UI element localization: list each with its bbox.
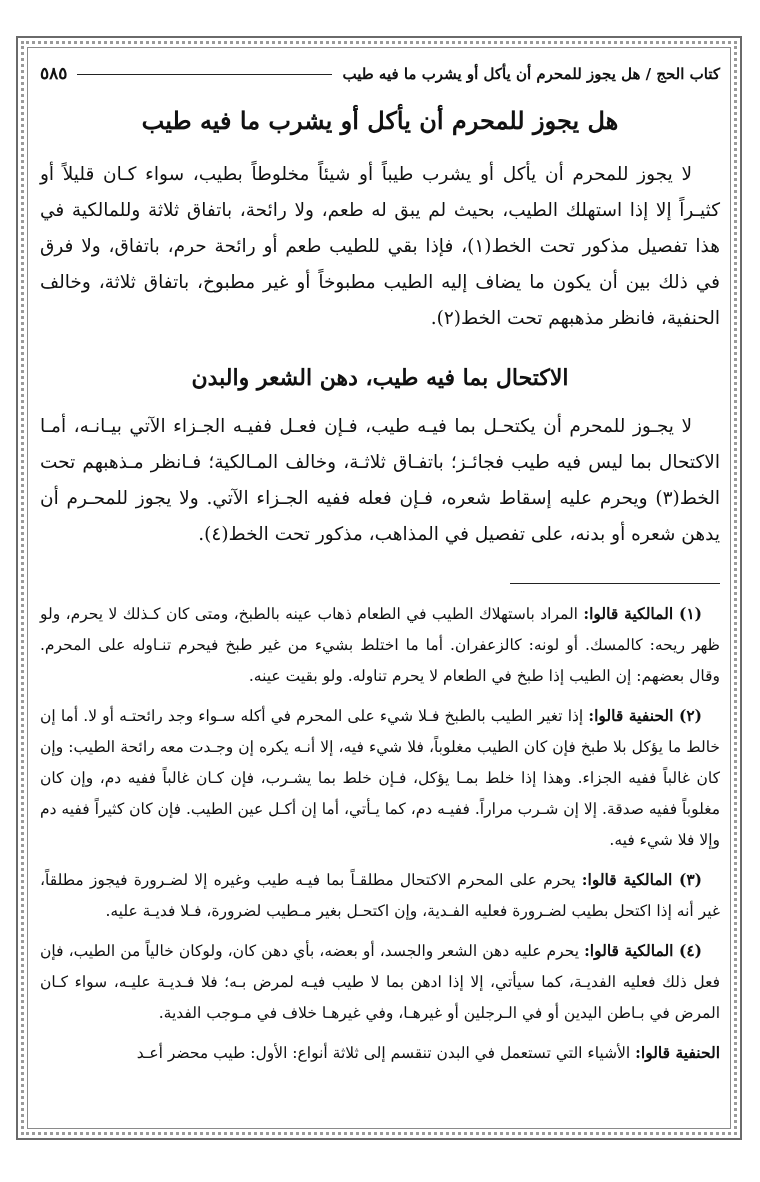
footnote-lead: (١) المالكية قالوا: [583, 604, 703, 623]
footnote-separator [510, 583, 720, 584]
section-title-kohl-oil: الاكتحال بما فيه طيب، دهن الشعر والبدن [191, 365, 569, 391]
running-header [40, 60, 720, 88]
footnote-text: المراد باستهلاك الطيب في الطعام ذهاب عينه بالطبخ، ومتى كان كـذلك لا يحرم، ولو ظهر ريحه: كالمسك. أو لونه: كالزعفران. أما ما اختلط بشيء من غير طبخ فيحرم تنـاوله على المحرم. وقال بعضهم: إن الطيب إذا طبخ في الطعام لا يحرم تناوله. ولو بقيت عينه. [40, 605, 720, 685]
footnote-lead: (٣) المالكية قالوا: [581, 870, 703, 889]
footnote-2 [40, 700, 720, 856]
page-number: ٥٨٥ [40, 64, 68, 84]
footnote-lead: (٤) المالكية قالوا: [584, 941, 702, 960]
page-content [40, 60, 720, 1077]
footnote-text: يحرم على المحرم الاكتحال مطلقـاً بما فيـه طيب وغيره إلا لضـرورة فيجوز مطلقاً، غير أنه إذا اكتحل بطيب لضـرورة فعليه الفـدية، وإن اكتحـل بغير مـطيب لضرورة، فـلا فديـة عليه. [40, 871, 720, 920]
footnote-lead: (٢) الحنفية قالوا: [588, 706, 703, 725]
footnote-lead: الحنفية قالوا: [635, 1043, 720, 1062]
footnote-text: يحرم عليه دهن الشعر والجسد، أو بعضه، بأي دهن كان، ولوكان خالياً من الطيب، فإن فعل ذلك فعليه الفديـة، كما سيأتي، إلا إذا ادهن بما لا طيب فيـه لمرض بـه؛ فلا فـديـة عليـه، سواء كـان المرض في بـاطن اليدين أو في الـرجلين أو غيرهـا، وفي غيرهـا خلاف في مـوجب الفدية. [40, 942, 720, 1022]
running-title: كتاب الحج / هل يجوز للمحرم أن يأكل أو يشرب ما فيه طيب [342, 65, 720, 83]
footnote-text: الأشياء التي تستعمل في البدن تنقسم إلى ثلاثة أنواع: الأول: طيب محضر أعـد [136, 1044, 636, 1062]
footnote-3 [40, 864, 720, 927]
section-title-eating-drinking: هل يجوز للمحرم أن يأكل أو يشرب ما فيه طيب [141, 106, 619, 135]
footnote-1 [40, 598, 720, 692]
footnote-4 [40, 935, 720, 1029]
section-body-eating-drinking: لا يجوز للمحرم أن يأكل أو يشرب طيباً أو شيئاً مخلوطاً بطيب، سواء كـان قليلاً أو كثيـراً إلا إذا استهلك الطيب، بحيث لم يبق له طعم، ولا رائحة، باتفاق ثلاثة وللمالكية في هذا تفصيل مذكور تحت الخط(١)، فإذا بقي للطيب طعم أو رائحة حرم، باتفاق، ولا فرق في ذلك بين أن يكون ما يضاف إليه الطيب مطبوخاً أو غير مطبوخ، باتفاق ثلاثة، وخالف الحنفية، فانظر مذهبهم تحت الخط(٢). [40, 164, 720, 329]
footnote-4-hanafi [40, 1037, 720, 1069]
header-rule [77, 74, 332, 75]
section-body-kohl-oil: لا يجـوز للمحرم أن يكتحـل بما فيـه طيب، فـإن فعـل ففيـه الجـزاء الآتي بيـانـه، أمـا الاكتحال بما ليس فيه طيب فجائـز؛ باتفـاق ثلاثـة، وخالف المـالكية؛ فـانظر مـذهبهم تحت الخط(٣) ويحرم عليه إسقاط شعره، فـإن فعله ففيه الجـزاء الآتي. ولا يجوز للمحـرم أن يدهن شعره أو بدنه، على تفصيل في المذاهب، مذكور تحت الخط(٤). [40, 416, 720, 545]
footnote-text: إذا تغير الطيب بالطبخ فـلا شيء على المحرم في أكله سـواء وجد رائحتـه أو لا. أما إن خالط ما يؤكل بلا طبخ فإن كان الطيب مغلوباً، فلا شيء فيه، إلا أنـه يكره إن وجـدت معه رائحة الطيب: وإن كان غالباً ففيه الجزاء. وهذا إذا خلط بمـا يؤكل، فـإن خلط بما يشـرب، فإن كـان غالباً ففيه دم، وإن كان مغلوباً ففيه صدقة. إلا إن شـرب مراراً. ففيـه دم، كما يـأتي، أما إن أكـل عين الطيب. فإن كان كثيراً ففيه دم وإلا فلا شيء فيه. [40, 707, 720, 849]
